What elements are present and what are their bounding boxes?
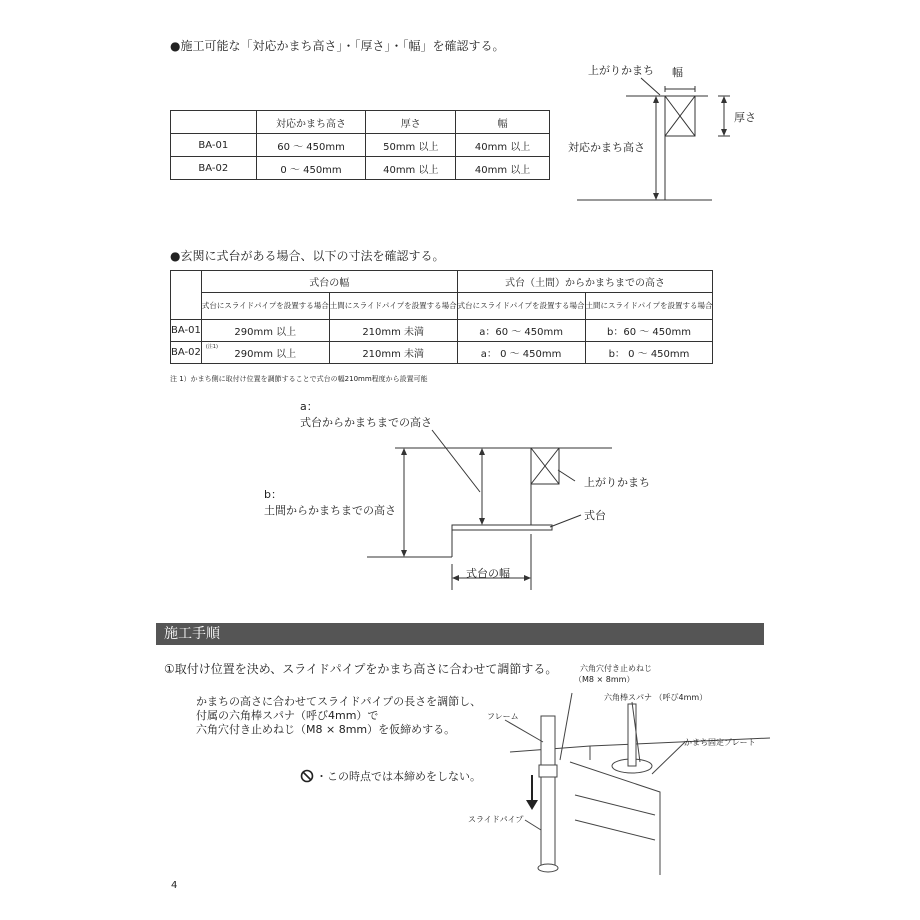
- label-width: 幅: [672, 66, 683, 79]
- table-cell: BA-01: [171, 320, 202, 342]
- table-row: [171, 320, 713, 342]
- table-cell: [171, 111, 257, 134]
- table-cell: a：60 ～ 450mm: [457, 320, 585, 342]
- label-a: a：: [300, 400, 318, 413]
- spec-table-2: [170, 270, 713, 364]
- table-cell: 50mm 以上: [366, 134, 456, 157]
- table-row: [171, 157, 550, 180]
- table-cell: BA-02: [171, 157, 257, 180]
- label-shikidai: 式台: [584, 509, 606, 522]
- footnote-mark: (注1): [205, 344, 218, 350]
- label-b: b：: [264, 488, 282, 501]
- label-screw-size: （M8 × 8mm）: [574, 675, 635, 684]
- table-cell: [201, 342, 329, 364]
- table-row: [171, 111, 550, 134]
- table-row: [171, 342, 713, 364]
- table-cell: b： 0 ～ 450mm: [585, 342, 713, 364]
- table-header: 対応かまち高さ: [256, 111, 366, 134]
- footnote: 注 1）かまち側に取付け位置を調節することで式台の幅210mm程度から設置可能: [170, 375, 428, 383]
- table-cell: 40mm 以上: [456, 134, 550, 157]
- label-screw: 六角穴付き止めねじ: [580, 664, 652, 673]
- label-shikidai-width: 式台の幅: [466, 567, 510, 580]
- cell-value: 290mm 以上: [234, 349, 297, 360]
- table-cell: BA-02: [171, 342, 202, 364]
- label-b-desc: 土間からかまちまでの高さ: [264, 504, 396, 517]
- table-subheader: 土間にスライドパイプを設置する場合: [329, 293, 457, 320]
- label-a-desc: 式台からかまちまでの高さ: [300, 416, 432, 429]
- table-cell: 40mm 以上: [456, 157, 550, 180]
- label-height: 対応かまち高さ: [568, 141, 645, 154]
- label-plate: かまち固定プレート: [684, 738, 756, 747]
- table-header: 幅: [456, 111, 550, 134]
- spec-table-1: [170, 110, 550, 180]
- table-cell: 0 ～ 450mm: [256, 157, 366, 180]
- table-header: 式台の幅: [201, 271, 457, 293]
- banner-title: 施工手順: [164, 626, 220, 642]
- section2-heading: ●玄関に式台がある場合、以下の寸法を確認する。: [170, 249, 445, 263]
- table-row: [171, 293, 713, 320]
- table-cell: 290mm 以上: [201, 320, 329, 342]
- warning-text: ・この時点では本締めをしない。: [316, 770, 481, 783]
- step1-desc-1: かまちの高さに合わせてスライドパイプの長さを調節し、: [196, 695, 482, 708]
- label-thickness: 厚さ: [734, 111, 756, 124]
- table-row: [171, 271, 713, 293]
- table-subheader: 土間にスライドパイプを設置する場合: [585, 293, 713, 320]
- table-cell: 40mm 以上: [366, 157, 456, 180]
- label-kamachi-2: 上がりかまち: [584, 476, 650, 489]
- step1-desc-2: 付属の六角棒スパナ（呼び4mm）で: [196, 709, 379, 722]
- table-header: 厚さ: [366, 111, 456, 134]
- procedure-banner: [156, 623, 764, 645]
- label-frame: フレーム: [487, 712, 519, 721]
- table-cell: [171, 271, 202, 320]
- table-cell: a： 0 ～ 450mm: [457, 342, 585, 364]
- table-header: 式台（土間）からかまちまでの高さ: [457, 271, 713, 293]
- table-cell: 210mm 未満: [329, 342, 457, 364]
- label-kamachi: 上がりかまち: [588, 64, 654, 77]
- label-pipe: スライドパイプ: [468, 815, 524, 824]
- section1-heading: ●施工可能な「対応かまち高さ」・「厚さ」・「幅」を確認する。: [170, 39, 505, 53]
- table-cell: 210mm 未満: [329, 320, 457, 342]
- table-row: [171, 134, 550, 157]
- prohibition-icon: [300, 768, 314, 787]
- step1-title: ①取付け位置を決め、スライドパイプをかまち高さに合わせて調節する。: [164, 662, 558, 676]
- table-subheader: 式台にスライドパイプを設置する場合: [457, 293, 585, 320]
- table-cell: 60 ～ 450mm: [256, 134, 366, 157]
- step1-desc-3: 六角穴付き止めねじ（M8 × 8mm）を仮締めする。: [196, 723, 456, 736]
- page-number: 4: [171, 880, 178, 891]
- table-subheader: 式台にスライドパイプを設置する場合: [201, 293, 329, 320]
- label-spanner: 六角棒スパナ （呼び4mm）: [604, 693, 708, 702]
- table-cell: BA-01: [171, 134, 257, 157]
- table-cell: b：60 ～ 450mm: [585, 320, 713, 342]
